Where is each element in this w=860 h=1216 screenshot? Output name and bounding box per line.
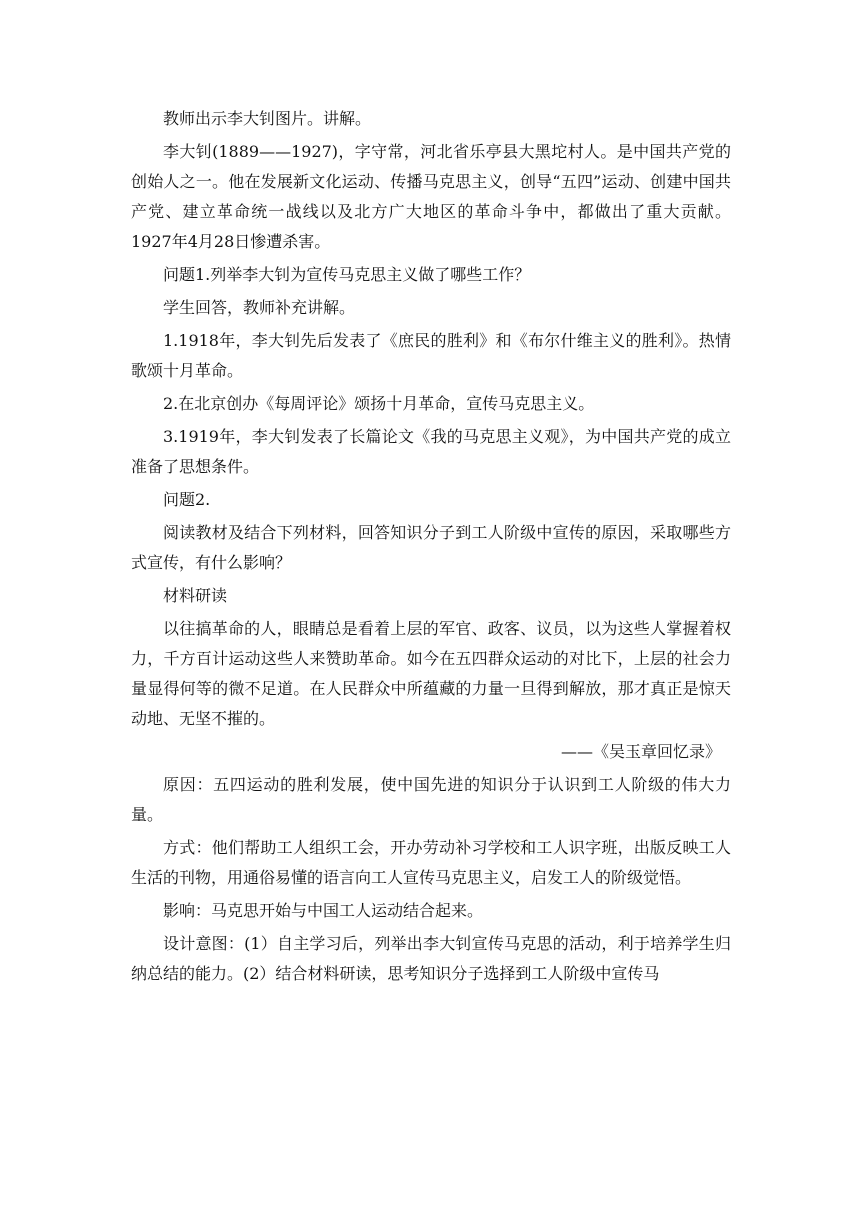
answer-item-2: 2.在北京创办《每周评论》颂扬十月革命，宣传马克思主义。 xyxy=(163,394,595,413)
answer-item-1: 1.1918年，李大钊先后发表了《庶民的胜利》和《布尔什维主义的胜利》。热情歌颂十月革命。 xyxy=(131,331,731,380)
li-dazhao-biography-paragraph: 李大钊(1889——1927)，字守常，河北省乐亭县大黑坨村人。是中国共产党的创始人之一。他在发展新文化运动、传播马克思主义，创导“五四”运动、创建中国共产党、建立革命统一战线以及北方广大地区的革命斗争中，都做出了重大贡献。1927年4月28日惨遭杀害。 xyxy=(131,142,731,251)
reason-paragraph: 原因：五四运动的胜利发展，使中国先进的知识分于认识到工人阶级的伟大力量。 xyxy=(131,775,731,824)
material-quote-paragraph: 以往搞革命的人，眼睛总是看着上层的军官、政客、议员，以为这些人掌握着权力，千方百计运动这些人来赞助革命。如今在五四群众运动的对比下，上层的社会力量显得何等的微不足道。在人民群众中所蕴藏的力量一旦得到解放，那才真正是惊天动地、无坚不摧的。 xyxy=(131,619,731,728)
influence-paragraph: 影响：马克思开始与中国工人运动结合起来。 xyxy=(163,901,484,920)
question-1-paragraph: 问题1.列举李大钊为宣传马克思主义做了哪些工作？ xyxy=(163,265,531,284)
student-answer-paragraph: 学生回答，教师补充讲解。 xyxy=(163,298,356,317)
design-intent-paragraph: 设计意图：(1）自主学习后，列举出李大钊宣传马克思的活动，利于培养学生归纳总结的能力。(2）结合材料研读，思考知识分子选择到工人阶级中宣传马 xyxy=(131,934,731,983)
question-2-paragraph: 问题2. xyxy=(163,490,211,509)
question-2-prompt-paragraph: 阅读教材及结合下列材料，回答知识分子到工人阶级中宣传的原因，采取哪些方式宣传，有什么影响？ xyxy=(131,523,731,572)
document-page xyxy=(131,104,731,989)
answer-item-3: 3.1919年，李大钊发表了长篇论文《我的马克思主义观》，为中国共产党的成立准备了思想条件。 xyxy=(131,427,731,476)
material-heading: 材料研读 xyxy=(163,586,228,605)
intro-paragraph: 教师出示李大钊图片。讲解。 xyxy=(163,109,372,128)
quote-source: ——《吴玉章回忆录》 xyxy=(560,742,721,761)
method-paragraph: 方式：他们帮助工人组织工会，开办劳动补习学校和工人识字班，出版反映工人生活的刊物，用通俗易懂的语言向工人宣传马克思主义，启发工人的阶级觉悟。 xyxy=(131,838,731,887)
